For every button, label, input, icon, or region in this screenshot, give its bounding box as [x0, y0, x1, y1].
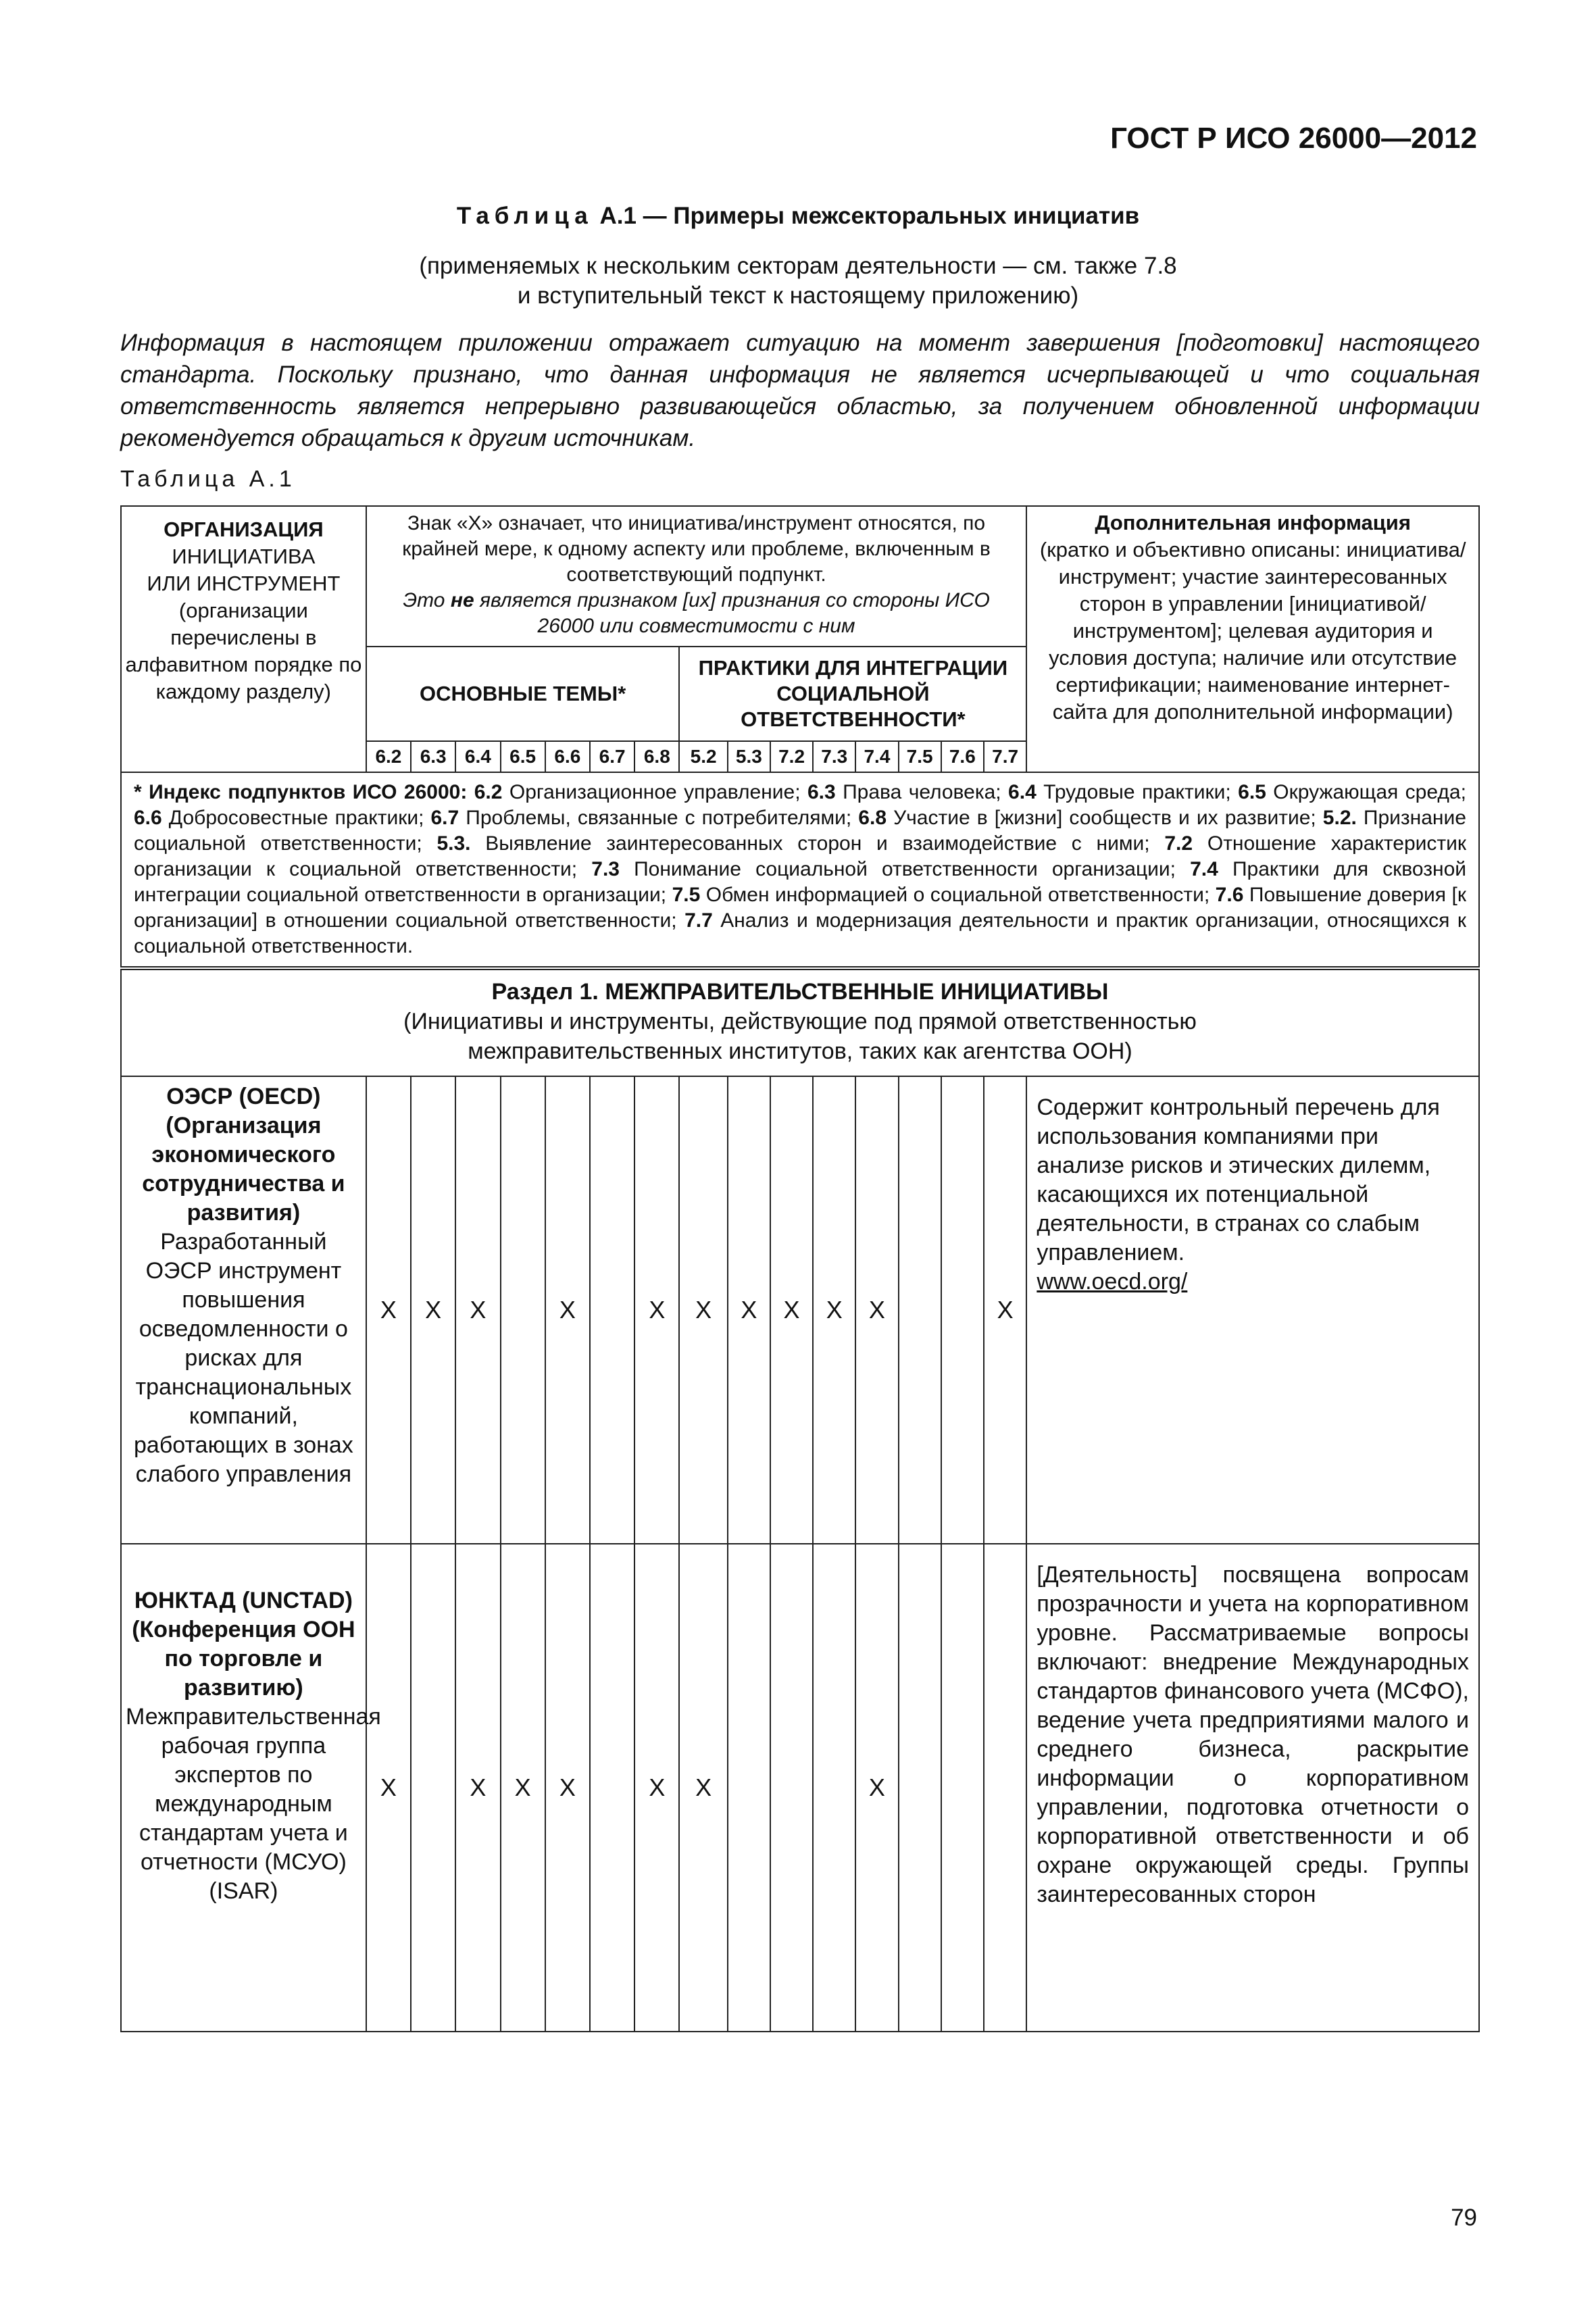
x-mark [941, 1544, 984, 2032]
fn-code: 6.2 [474, 781, 503, 803]
x-mark [501, 1076, 545, 1544]
x-mark: X [855, 1076, 898, 1544]
addinfo-header-bold: Дополнительная информация [1095, 511, 1411, 534]
section-1-subtitle-line1: (Инициативы и инструменты, действующие под прямой ответственностью [403, 1009, 1197, 1034]
org-cell-oecd [121, 1076, 366, 1544]
x-mark: X [545, 1076, 590, 1544]
org-name: ОЭСР (OECD) (Организация экономического сотрудничества и развития) [142, 1084, 345, 1226]
org-header-line2: ИНИЦИАТИВА [172, 545, 316, 568]
addinfo-cell-oecd [1026, 1076, 1479, 1544]
info-paragraph: Информация в настоящем приложении отражает ситуацию на момент завершения [подготовки] настоящего стандарта. Поскольку признано, что данная информация не является исчерпывающей и что социальная ответственность является непрерывно развивающейся областью, за получением обновленной информации рекомендуется обращаться к другим источникам. [120, 330, 1480, 451]
footnote-title: * Индекс подпунктов ИСО 26000: [134, 781, 468, 803]
oecd-link[interactable]: www.oecd.org/ [1037, 1269, 1188, 1294]
x-mark: X [366, 1544, 411, 2032]
column-number: 5.3 [728, 741, 770, 772]
initiatives-table [120, 505, 1480, 2032]
org-header-line3: ИЛИ ИНСТРУМЕНТ [147, 572, 341, 595]
standard-id: ГОСТ Р ИСО 26000—2012 [1110, 122, 1477, 155]
fn-text: Практики для сквозной интеграции социальной ответственности в организации; [134, 858, 1467, 906]
org-column-header [121, 506, 366, 772]
fn-code: 7.6 [1215, 884, 1244, 906]
x-mark: X [411, 1076, 455, 1544]
x-note-italic [376, 588, 1017, 639]
column-number: 7.3 [813, 741, 855, 772]
column-number: 6.5 [501, 741, 545, 772]
fn-code: 7.7 [684, 909, 713, 932]
section-1-title: Раздел 1. МЕЖПРАВИТЕЛЬСТВЕННЫЕ ИНИЦИАТИВЫ [491, 979, 1109, 1005]
addinfo-text: [Деятельность] посвящена вопросам прозрачности и учета на корпоративном уровне. Рассматриваемые вопросы включают: внедрение Международных стандартов финансового учета (МСФО), ведение учета предприятиями малого и среднего бизнеса, раскрытие информации о корпоративном управлении, подготовка отчетности о корпоративной ответственности и об охране окружающей среды. Группы заинтересованных сторон [1037, 1562, 1469, 1907]
fn-code: 5.3. [437, 832, 471, 855]
column-number: 6.4 [455, 741, 500, 772]
page-number: 79 [1451, 2205, 1477, 2231]
column-number: 7.4 [855, 741, 898, 772]
x-mark-note [366, 506, 1027, 647]
section-1-subtitle-line2: межправительственных институтов, таких как агентства ООН) [468, 1038, 1132, 1064]
caption-subtitle-line2: и вступительный текст к настоящему приложению) [517, 282, 1079, 309]
x-mark [590, 1544, 634, 2032]
x-mark [728, 1544, 770, 2032]
x-mark: X [545, 1544, 590, 2032]
fn-code: 6.6 [134, 807, 162, 829]
fn-text: Повышение доверия [к организации] в отношении социальной ответственности; [134, 884, 1467, 932]
x-mark [813, 1544, 855, 2032]
x-mark: X [770, 1076, 813, 1544]
org-description: Межправительственная рабочая группа экспертов по международным стандартам учета и отчетности (МСУО) (ISAR) [126, 1704, 381, 1904]
group-practices-header: ПРАКТИКИ ДЛЯ ИНТЕГРАЦИИ СОЦИАЛЬНОЙ ОТВЕТСТВЕННОСТИ* [679, 647, 1026, 741]
column-number: 7.7 [984, 741, 1026, 772]
addinfo-column-header [1026, 506, 1479, 772]
x-mark [984, 1544, 1026, 2032]
table-caption-title [0, 203, 1596, 230]
org-header-rest: (организации перечислены в алфавитном порядке по каждому разделу) [125, 599, 362, 703]
fn-text: Участие в [жизни] сообществ и их развитие; [893, 807, 1316, 829]
x-note-pre: Это [403, 589, 445, 611]
x-mark: X [501, 1544, 545, 2032]
x-mark: X [855, 1544, 898, 2032]
addinfo-cell-unctad [1026, 1544, 1479, 2032]
fn-code: 6.4 [1008, 781, 1037, 803]
addinfo-header-rest: (кратко и объективно описаны: инициатива/инструмент; участие заинтересованных сторон в управлении [инициативой/инструментом]; целевая аудитория и условия доступа; наличие или отсутствие сертификации; наименование интернет-сайта для дополнительной информации) [1039, 538, 1466, 724]
column-number: 5.2 [679, 741, 727, 772]
x-note-post: является признаком [их] признания со стороны ИСО 26000 или совместимости с ним [479, 589, 990, 637]
x-mark [899, 1076, 941, 1544]
addinfo-text: Содержит контрольный перечень для использования компаниями при анализе рисков и этических дилемм, касающихся их потенциальной деятельности, в странах со слабым управлением. [1037, 1095, 1440, 1265]
fn-code: 7.3 [591, 858, 620, 880]
fn-code: 5.2. [1322, 807, 1357, 829]
x-mark: X [728, 1076, 770, 1544]
x-mark [770, 1544, 813, 2032]
org-header-bold: ОРГАНИЗАЦИЯ [164, 518, 324, 541]
fn-text: Права человека; [843, 781, 1001, 803]
fn-text: Признание социальной ответственности; [134, 807, 1466, 855]
caption-subtitle-line1: (применяемых к нескольким секторам деятельности — см. также 7.8 [419, 253, 1177, 279]
x-mark [590, 1076, 634, 1544]
column-number: 6.2 [366, 741, 411, 772]
fn-text: Трудовые практики; [1043, 781, 1231, 803]
column-number: 7.5 [899, 741, 941, 772]
fn-text: Понимание социальной ответственности организации; [634, 858, 1176, 880]
fn-text: Обмен информацией о социальной ответственности; [705, 884, 1210, 906]
x-mark: X [679, 1076, 727, 1544]
caption-rest: А.1 — Примеры межсекторальных инициатив [599, 203, 1140, 229]
org-description: Разработанный ОЭСР инструмент повышения осведомленности о рисках для транснациональных компаний, работающих в зонах слабого управления [134, 1229, 353, 1487]
fn-text: Отношение характеристик организации к социальной ответственности; [134, 832, 1467, 880]
fn-text: Выявление заинтересованных сторон и взаимодействие с ними; [485, 832, 1150, 855]
fn-code: 6.8 [858, 807, 887, 829]
org-name: ЮНКТАД (UNCTAD) (Конференция ООН по торговле и развитию) [132, 1588, 355, 1701]
x-note-line1: Знак «X» означает, что инициатива/инструмент относятся, по крайней мере, к одному аспекту или проблеме, включенным в соответствующий подпункт. [402, 512, 991, 586]
fn-code: 6.5 [1238, 781, 1266, 803]
fn-code: 7.4 [1190, 858, 1218, 880]
x-mark: X [634, 1076, 679, 1544]
footnote-index [121, 772, 1479, 968]
org-cell-unctad [121, 1544, 381, 2032]
fn-code: 6.7 [430, 807, 459, 829]
column-number: 7.6 [941, 741, 984, 772]
fn-text: Организационное управление; [509, 781, 801, 803]
fn-code: 7.5 [672, 884, 701, 906]
x-mark: X [455, 1076, 500, 1544]
x-mark [941, 1076, 984, 1544]
x-mark: X [679, 1544, 727, 2032]
x-mark [411, 1544, 455, 2032]
column-number: 6.7 [590, 741, 634, 772]
x-note-bold: не [450, 589, 474, 611]
column-number: 6.3 [411, 741, 455, 772]
caption-prefix: Таблица [456, 203, 593, 229]
x-mark: X [984, 1076, 1026, 1544]
fn-code: 7.2 [1164, 832, 1193, 855]
column-number: 6.6 [545, 741, 590, 772]
group-core-themes-header: ОСНОВНЫЕ ТЕМЫ* [366, 647, 680, 741]
x-mark: X [813, 1076, 855, 1544]
fn-code: 6.3 [807, 781, 836, 803]
section-1-header [121, 968, 1479, 1076]
fn-text: Проблемы, связанные с потребителями; [466, 807, 852, 829]
x-mark: X [366, 1076, 411, 1544]
x-mark: X [634, 1544, 679, 2032]
table-label: Таблица А.1 [120, 466, 296, 492]
x-mark [899, 1544, 941, 2032]
x-mark: X [455, 1544, 500, 2032]
column-number: 7.2 [770, 741, 813, 772]
column-number: 6.8 [634, 741, 679, 772]
fn-text: Добросовестные практики; [168, 807, 424, 829]
fn-text: Анализ и модернизация деятельности и практик организации, относящихся к социальной ответственности. [134, 909, 1466, 957]
fn-text: Окружающая среда; [1273, 781, 1466, 803]
